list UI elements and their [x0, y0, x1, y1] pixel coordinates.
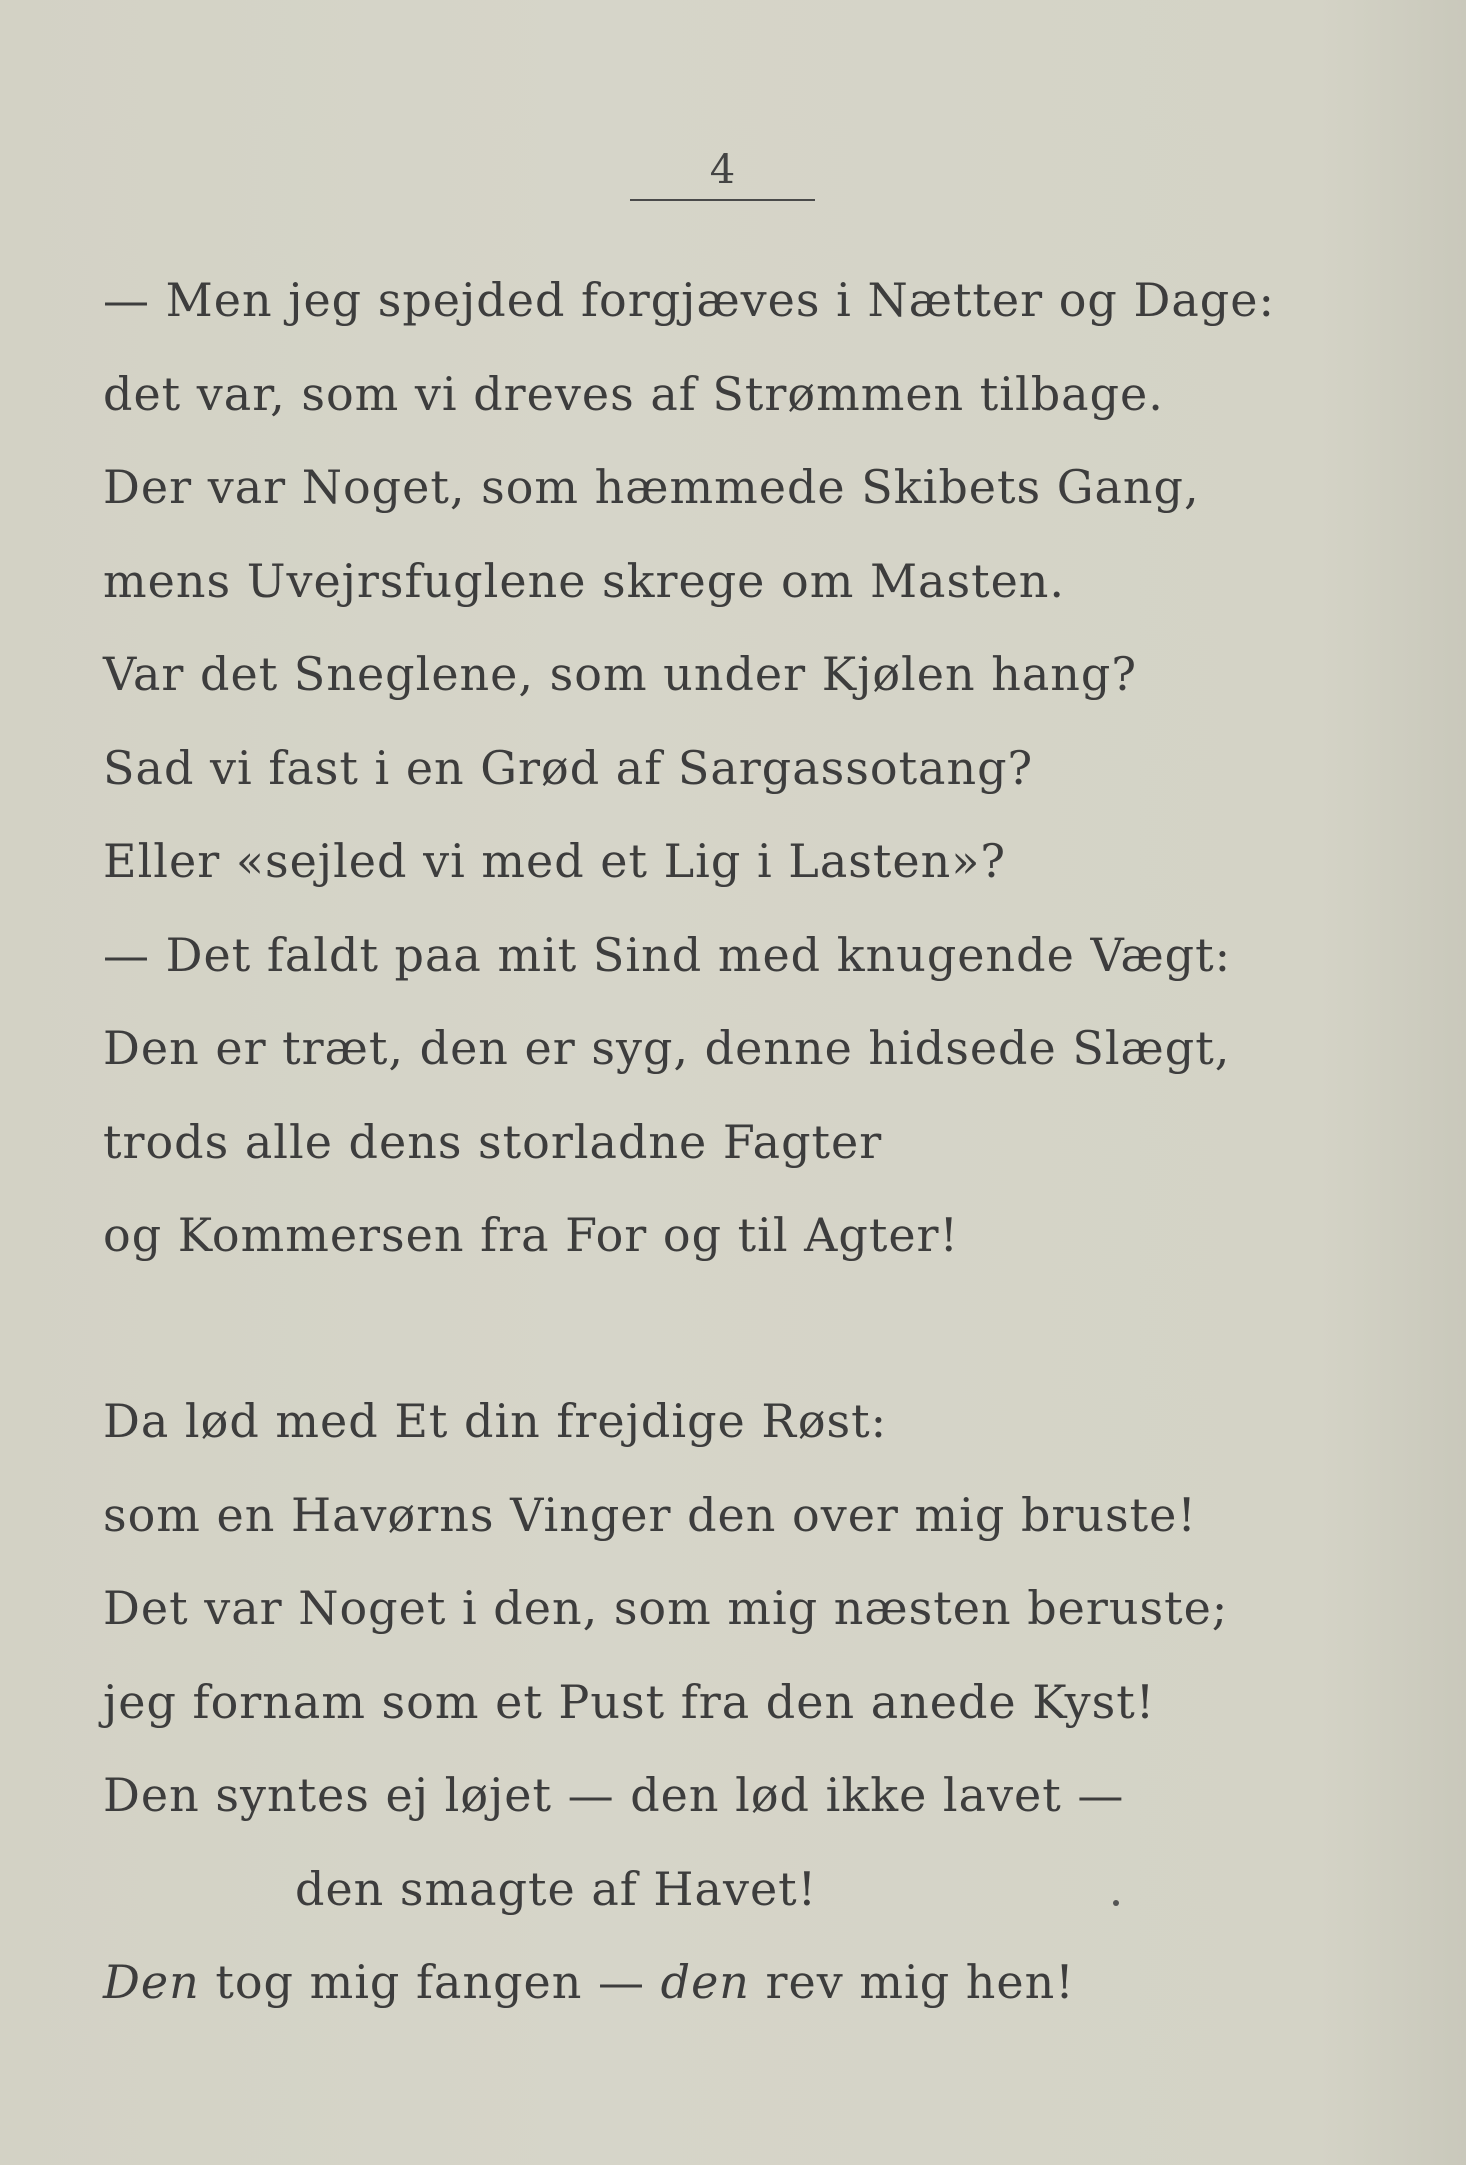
poem-line: Var det Sneglene, som under Kjølen hang? — [103, 647, 1138, 701]
stanza-2 — [103, 1389, 1303, 2044]
poem-line: Der var Noget, som hæmmede Skibets Gang, — [103, 460, 1200, 514]
poem-line: Da lød med Et din frejdige Røst: — [103, 1394, 888, 1448]
poem-line: — Det faldt paa mit Sind med knugende Vægt: — [103, 927, 1232, 982]
page-number-rule — [630, 199, 815, 201]
poem-line: Den syntes ej løjet — den lød ikke lavet — — [103, 1768, 1125, 1822]
poem-line: som en Havørns Vinger den over mig bruste! — [103, 1487, 1197, 1542]
emphasis-den: den — [660, 1955, 750, 2009]
poem-line: jeg fornam som et Pust fra den anede Kyst! — [103, 1674, 1156, 1729]
stanza-1 — [103, 268, 1303, 1297]
page-number: 4 — [709, 147, 736, 193]
poem-text: tog mig fangen — — [199, 1955, 661, 2009]
poem-line: — Men jeg spejded forgjæves i Nætter og Dage: — [103, 273, 1275, 327]
poem-line: Eller «sejled vi med et Lig i Lasten»? — [103, 834, 1007, 888]
poem-line: Den er træt, den er syg, denne hidsede Slægt, — [103, 1021, 1231, 1075]
poem-line: mens Uvejrsfuglene skrege om Masten. — [103, 553, 1066, 608]
poem-line: det var, som vi dreves af Strømmen tilbage. — [103, 366, 1164, 421]
emphasis-den: Den — [103, 1955, 200, 2009]
poem-text: rev mig hen! — [749, 1955, 1075, 2009]
poem-line: trods alle dens storladne Fagter — [103, 1114, 883, 1169]
poem-line-last — [103, 1950, 1303, 2044]
poem-line: og Kommersen fra For og til Agter! — [103, 1208, 960, 1262]
poem-line: Sad vi fast i en Grød af Sargassotang? — [103, 740, 1034, 795]
ink-speck — [1113, 1900, 1119, 1906]
poem-line: Det var Noget i den, som mig næsten beruste; — [103, 1581, 1229, 1635]
poem-line-indented: den smagte af Havet! — [295, 1861, 818, 1916]
